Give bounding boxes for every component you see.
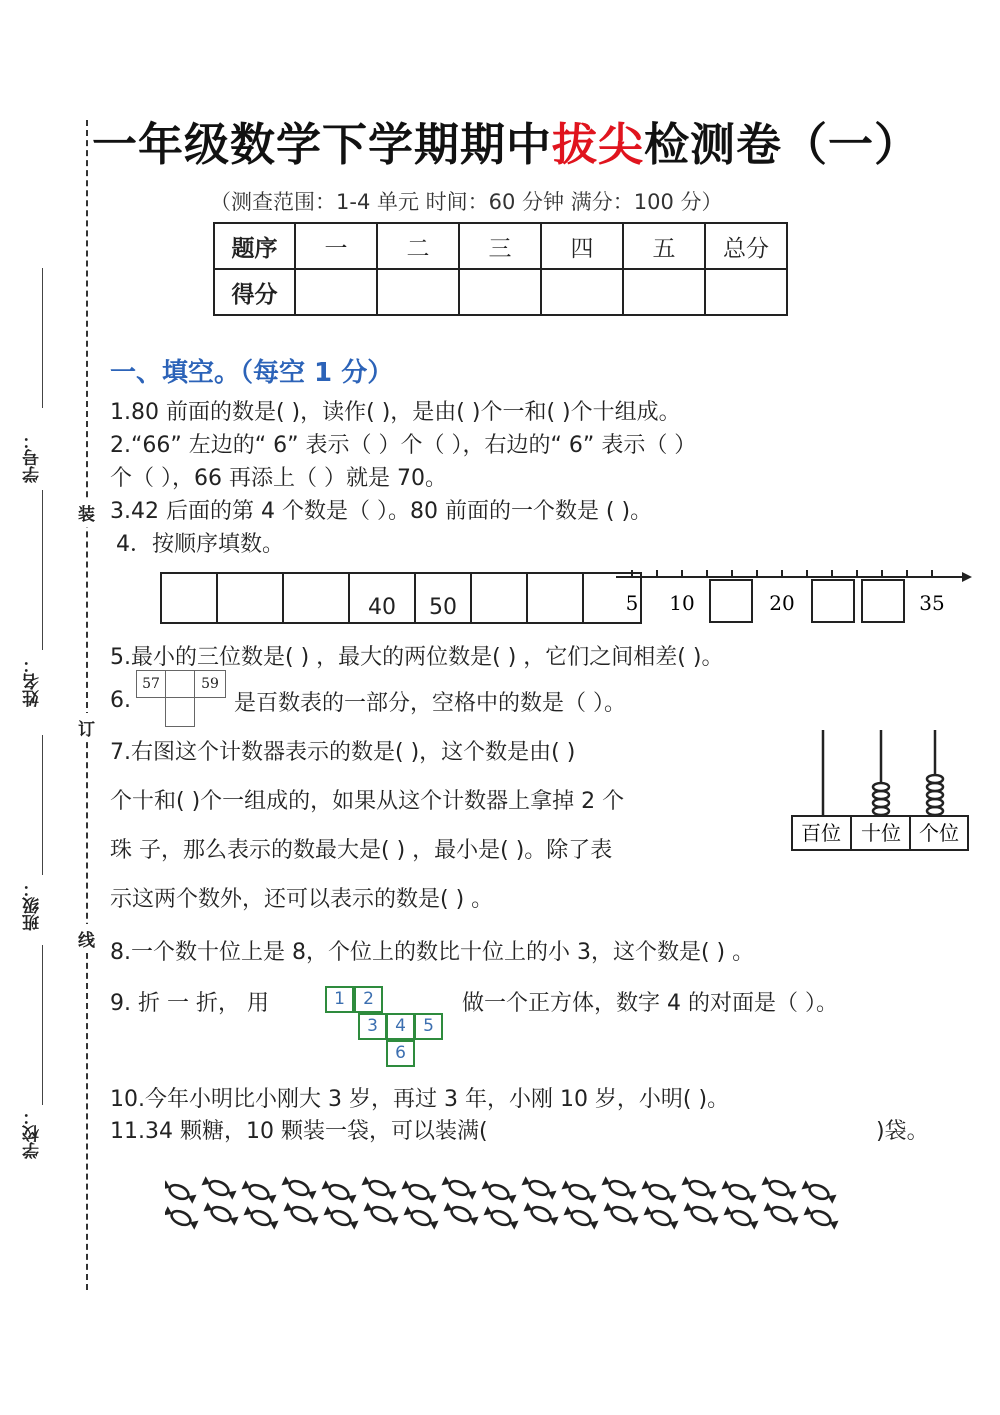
candy: [523, 1201, 559, 1226]
numberline-label: 10: [669, 591, 695, 615]
number-line: [612, 560, 972, 630]
sequence-cell[interactable]: [284, 574, 350, 622]
binding-char-xian: 线: [78, 924, 95, 953]
sequence-cell[interactable]: [218, 574, 284, 622]
score-input-cell[interactable]: [705, 269, 787, 315]
question-7-line4: 示这两个数外，还可以表示的数是( ) 。: [110, 887, 494, 912]
score-table: [213, 222, 788, 316]
candy: [721, 1179, 757, 1204]
candy: [243, 1205, 279, 1230]
question-6-text: 是百数表的一部分，空格中的数是（ ）。: [234, 691, 626, 716]
score-input-cell[interactable]: [377, 269, 459, 315]
candy: [361, 1175, 397, 1200]
abacus-label-tens: 十位: [861, 821, 901, 845]
candy: [165, 1179, 197, 1204]
candy: [603, 1201, 639, 1226]
question-9-prefix: 9. 折 一 折， 用: [110, 991, 269, 1016]
candy: [323, 1205, 359, 1230]
subtitle: （测查范围：1-4 单元 时间：60 分钟 满分：100 分）: [210, 190, 723, 214]
sequence-cell[interactable]: [472, 574, 528, 622]
cube-net-face: 4: [386, 1013, 415, 1040]
candy: [321, 1179, 357, 1204]
question-5: 5.最小的三位数是( ) ，最大的两位数是( ) ，它们之间相差( )。: [110, 645, 724, 670]
candy: [601, 1175, 637, 1200]
question-8: 8.一个数十位上是 8，个位上的数比十位上的小 3，这个数是( ) 。: [110, 940, 755, 965]
question-4: 4．按顺序填数。: [116, 532, 284, 557]
section-heading: 一、填空。（每空 1 分）: [110, 358, 394, 388]
sequence-cell[interactable]: [162, 574, 218, 622]
cube-net-face: 1: [325, 986, 354, 1013]
question-9-text: 做一个正方体，数字 4 的对面是（ ）。: [462, 991, 838, 1016]
cube-net-face: 6: [386, 1040, 415, 1067]
candy: [403, 1205, 439, 1230]
candy: [441, 1175, 477, 1200]
xuexiao-label: 学校：: [23, 1108, 43, 1159]
candy: [443, 1201, 479, 1226]
candy: [803, 1205, 839, 1230]
numberline-blank-box: [710, 580, 752, 622]
candy: [201, 1175, 237, 1200]
candy: [641, 1179, 677, 1204]
candy: [165, 1205, 199, 1230]
cube-net-face: 2: [354, 986, 383, 1013]
score-header-cell: 一: [295, 223, 377, 269]
sequence-cell: 50: [416, 574, 472, 622]
candy: [801, 1179, 837, 1204]
score-header-cell: 二: [377, 223, 459, 269]
candy: [363, 1201, 399, 1226]
question-11: 11.34 颗糖，10 颗装一袋，可以装满(: [110, 1119, 488, 1144]
question-11-end: )袋。: [876, 1119, 929, 1144]
candy: [481, 1179, 517, 1204]
candy: [561, 1179, 597, 1204]
question-6-number: 6.: [110, 688, 131, 713]
candy: [281, 1175, 317, 1200]
abacus-bead: [927, 775, 943, 783]
candy: [483, 1205, 519, 1230]
abacus-label-hundreds: 百位: [801, 821, 841, 845]
xuexiao-line: [42, 945, 43, 1105]
page-title: 一年级数学下学期期中拔尖检测卷（一）: [92, 118, 921, 171]
banji-label: 班级：: [23, 880, 43, 931]
score-header-cell: 五: [623, 223, 705, 269]
score-input-cell[interactable]: [295, 269, 377, 315]
hundred-chart-cell: 59: [194, 670, 226, 698]
banji-line: [42, 735, 43, 875]
question-1: 1.80 前面的数是( )，读作( )，是由( )个一和( )个十组成。: [110, 400, 681, 425]
abacus-bead: [873, 783, 889, 791]
score-header-cell: 总分: [705, 223, 787, 269]
numberline-label: 5: [625, 591, 639, 615]
numberline-blank-box: [862, 580, 904, 622]
question-2-line1: 2.“66” 左边的“ 6” 表示（ ）个（ ），右边的“ 6” 表示（ ）: [110, 433, 697, 458]
question-7-line2: 个十和( )个一组成的，如果从这个计数器上拿掉 2 个: [110, 789, 625, 814]
candy: [683, 1201, 719, 1226]
score-input-cell[interactable]: [623, 269, 705, 315]
numberline-label: 20: [769, 591, 795, 615]
question-7-line1: 7.右图这个计数器表示的数是( )，这个数是由( ): [110, 740, 576, 765]
candy: [401, 1179, 437, 1204]
candy-illustration: [165, 1168, 865, 1248]
xuehao-line: [42, 268, 43, 408]
score-header-cell: 四: [541, 223, 623, 269]
sequence-boxes: [160, 572, 642, 624]
abacus-label-ones: 个位: [919, 821, 959, 845]
xingming-label: 姓名：: [23, 656, 43, 707]
numberline-blank-box: [812, 580, 854, 622]
sequence-cell: 40: [350, 574, 416, 622]
xuehao-label: 学号：: [23, 432, 43, 483]
candy: [203, 1201, 239, 1226]
candy: [761, 1175, 797, 1200]
question-7-line3: 珠 子，那么表示的数最大是( ) ，最小是( )。除了表: [110, 838, 613, 863]
binding-dashed-line: [86, 120, 88, 1290]
abacus-counter: [788, 728, 974, 854]
score-input-cell[interactable]: [459, 269, 541, 315]
score-row-label: 得分: [214, 269, 295, 315]
score-header-cell: 题序: [214, 223, 295, 269]
question-3: 3.42 后面的第 4 个数是（ ）。80 前面的一个数是 ( )。: [110, 499, 653, 524]
hundred-chart-cell: [165, 670, 195, 698]
candy: [563, 1205, 599, 1230]
candy: [681, 1175, 717, 1200]
candy: [241, 1179, 277, 1204]
hundred-chart-cell: 57: [136, 670, 166, 698]
question-10: 10.今年小明比小刚大 3 岁，再过 3 年，小刚 10 岁，小明( )。: [110, 1087, 730, 1112]
candy: [763, 1201, 799, 1226]
sequence-cell[interactable]: [528, 574, 584, 622]
numberline-label: 35: [919, 591, 945, 615]
cube-net-face: 5: [414, 1013, 443, 1040]
question-2-line2: 个（ ），66 再添上（ ）就是 70。: [110, 466, 447, 491]
cube-net-face: 3: [358, 1013, 387, 1040]
candy: [283, 1201, 319, 1226]
candy: [643, 1205, 679, 1230]
title-highlight: 拔尖: [552, 118, 645, 171]
candy: [723, 1205, 759, 1230]
binding-char-zhuang: 装: [78, 498, 95, 527]
xingming-line: [42, 490, 43, 650]
hundred-chart-blank-cell[interactable]: [165, 697, 195, 727]
binding-char-ding: 订: [78, 713, 95, 742]
score-input-cell[interactable]: [541, 269, 623, 315]
candy: [521, 1175, 557, 1200]
score-header-cell: 三: [459, 223, 541, 269]
